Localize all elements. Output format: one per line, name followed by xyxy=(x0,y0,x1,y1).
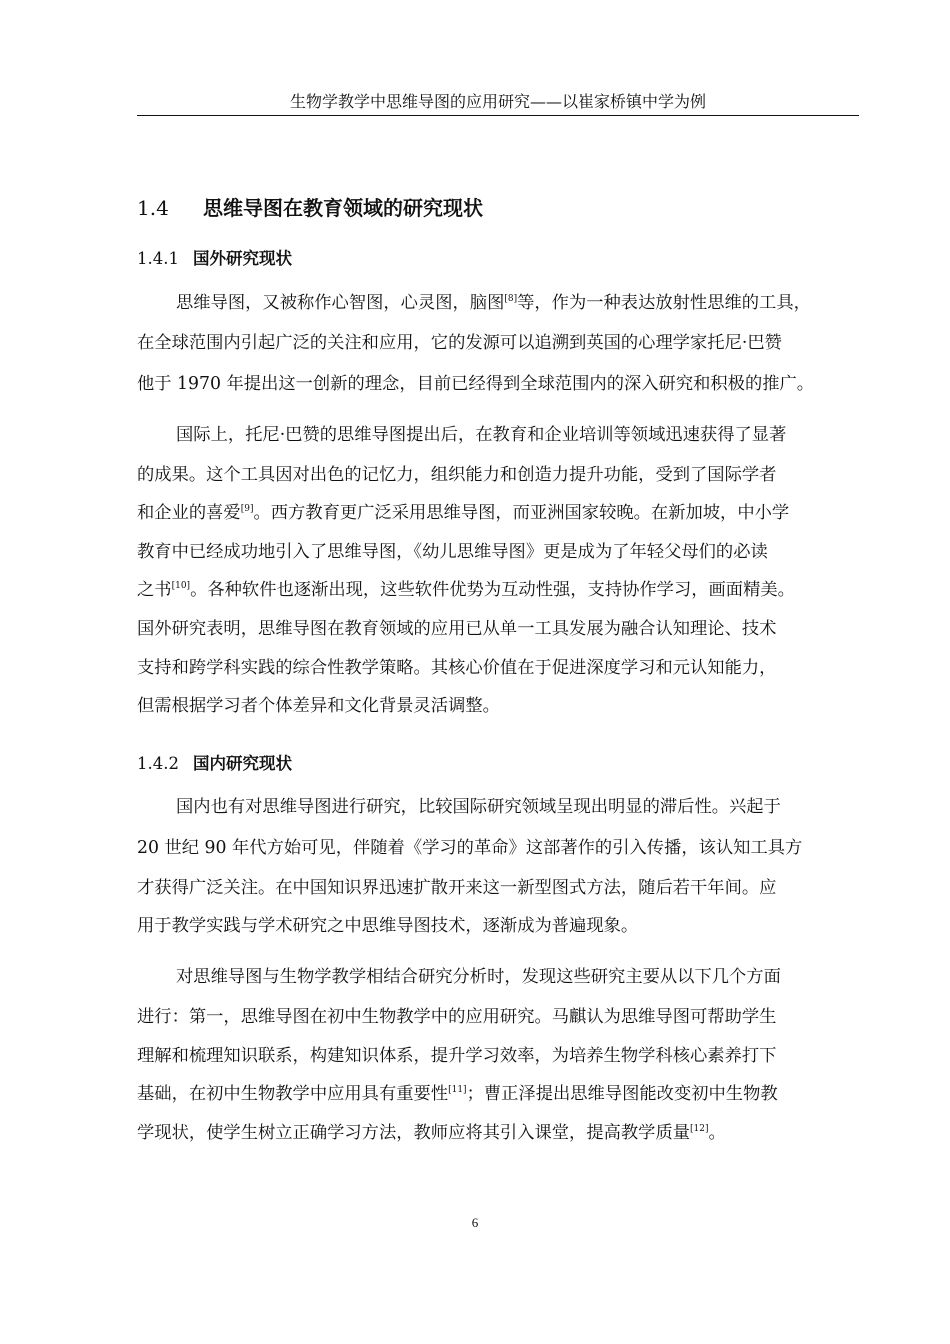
paragraph-line: 20 世纪 90 年代方始可见，伴随着《学习的革命》这部著作的引入传播，该认知工具方 xyxy=(137,838,803,858)
section-title: 思维导图在教育领域的研究现状 xyxy=(203,196,483,220)
paragraph-line: 在全球范围内引起广泛的关注和应用，它的发源可以追溯到英国的心理学家托尼·巴赞 xyxy=(137,333,782,353)
paragraph-line: 的成果。这个工具因对出色的记忆力，组织能力和创造力提升功能，受到了国际学者 xyxy=(137,465,777,485)
paragraph-line: 学现状，使学生树立正确学习方法，教师应将其引入课堂，提高教学质量[12]。 xyxy=(137,1123,726,1143)
paragraph-line: 教育中已经成功地引入了思维导图，《幼儿思维导图》更是成为了年轻父母们的必读 xyxy=(137,542,768,562)
subsection-title-1: 国外研究现状 xyxy=(193,249,292,268)
citation-marker: [12] xyxy=(690,1124,709,1135)
subsection-number-1: 1.4.1 xyxy=(137,249,179,268)
paragraph-line: 但需根据学习者个体差异和文化背景灵活调整。 xyxy=(137,696,500,716)
paragraph-line: 进行：第一，思维导图在初中生物教学中的应用研究。马麒认为思维导图可帮助学生 xyxy=(137,1007,777,1027)
paragraph-line: 对思维导图与生物学教学相结合研究分析时，发现这些研究主要从以下几个方面 xyxy=(176,967,781,987)
paragraph-line: 基础，在初中生物教学中应用具有重要性[11]；曹正泽提出思维导图能改变初中生物教 xyxy=(137,1084,778,1104)
paragraph-line: 国际上，托尼·巴赞的思维导图提出后，在教育和企业培训等领域迅速获得了显著 xyxy=(176,425,787,445)
paragraph-line: 用于教学实践与学术研究之中思维导图技术，逐渐成为普遍现象。 xyxy=(137,916,639,936)
paragraph-line: 国外研究表明，思维导图在教育领域的应用已从单一工具发展为融合认知理论、技术 xyxy=(137,619,777,639)
running-header: 生物学教学中思维导图的应用研究——以崔家桥镇中学为例 xyxy=(289,92,706,111)
paragraph-line: 理解和梳理知识联系，构建知识体系，提升学习效率，为培养生物学科核心素养打下 xyxy=(137,1046,777,1066)
subsection-number-2: 1.4.2 xyxy=(137,754,179,773)
paragraph-line: 支持和跨学科实践的综合性教学策略。其核心价值在于促进深度学习和元认知能力， xyxy=(137,658,777,678)
subsection-title-2: 国内研究现状 xyxy=(193,754,292,773)
paragraph-line: 他于 1970 年提出这一创新的理念，目前已经得到全球范围内的深入研究和积极的推广。 xyxy=(137,374,815,394)
citation-marker: [8] xyxy=(504,294,518,305)
paragraph-line: 国内也有对思维导图进行研究，比较国际研究领域呈现出明显的滞后性。兴起于 xyxy=(176,797,781,817)
page-number: 6 xyxy=(471,1215,479,1230)
section-number: 1.4 xyxy=(137,196,169,220)
subsection-heading-2 xyxy=(137,752,292,776)
paragraph-line: 之书[10]。各种软件也逐渐出现，这些软件优势为互动性强，支持协作学习，画面精美。 xyxy=(137,580,795,600)
section-heading xyxy=(137,194,483,222)
paragraph-line: 才获得广泛关注。在中国知识界迅速扩散开来这一新型图式方法，随后若干年间。应 xyxy=(137,878,777,898)
header-divider xyxy=(137,115,859,116)
citation-marker: [10] xyxy=(171,581,191,592)
paragraph-line: 和企业的喜爱[9]。西方教育更广泛采用思维导图，而亚洲国家较晚。在新加坡，中小学 xyxy=(137,503,790,523)
citation-marker: [9] xyxy=(240,504,254,515)
citation-marker: [11] xyxy=(448,1085,467,1096)
paragraph-line: 思维导图，又被称作心智图，心灵图，脑图[8]等，作为一种表达放射性思维的工具， xyxy=(176,293,811,313)
subsection-heading-1 xyxy=(137,247,292,271)
